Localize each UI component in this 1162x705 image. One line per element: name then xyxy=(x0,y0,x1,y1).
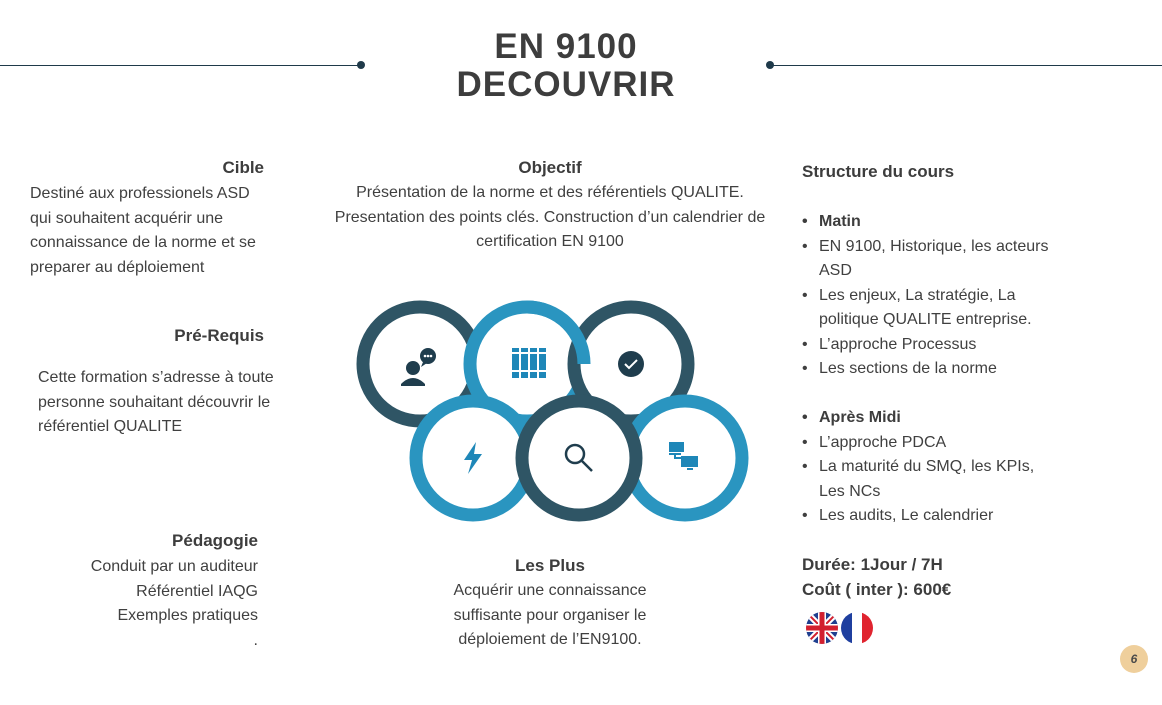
rings-graphic xyxy=(355,300,755,525)
list-item: • Les sections de la norme xyxy=(802,357,1052,382)
uk-flag-icon xyxy=(806,612,838,644)
title-line-1: EN 9100 xyxy=(494,27,638,66)
pedagogie-line: . xyxy=(253,631,258,649)
les-plus-heading: Les Plus xyxy=(515,556,585,575)
pedagogie-line: Conduit par un auditeur xyxy=(90,558,258,575)
pedagogie-lines xyxy=(30,555,258,653)
france-flag-icon xyxy=(841,612,873,644)
list-item: • EN 9100, Historique, les acteurs ASD xyxy=(802,235,1052,284)
list-item: • L’approche Processus xyxy=(802,333,1052,358)
prerequis-text: Cette formation s’adresse à toute personne souhaitant découvrir le référentiel QUALITE xyxy=(38,369,274,435)
check-badge-icon xyxy=(618,351,644,377)
title-line-2: DECOUVRIR xyxy=(456,65,676,104)
objectif-text: Présentation de la norme et des référentiels QUALITE. Presentation des points clés. Construction d’un calendrier de certification EN 9100 xyxy=(334,184,766,250)
header-rule-right-dot xyxy=(766,61,774,69)
structure-matin-list xyxy=(802,210,1052,382)
structure-heading: Structure du cours xyxy=(802,162,955,181)
header-rule-right xyxy=(772,65,1162,66)
pedagogie-heading: Pédagogie xyxy=(172,531,258,550)
header-rule-left xyxy=(0,65,360,66)
structure-apres-midi-list xyxy=(802,406,1052,529)
list-item: • Les enjeux, La stratégie, La politique QUALITE entreprise. xyxy=(802,284,1052,333)
header-rule-left-dot xyxy=(357,61,365,69)
list-item: • Les audits, Le calendrier xyxy=(802,504,1052,529)
cible-text: Destiné aux professionels ASD qui souhaitent acquérir une connaissance de la norme et se preparer au déploiement xyxy=(30,185,256,276)
page-number-badge: 6 xyxy=(1120,645,1148,673)
list-item: • L’approche PDCA xyxy=(802,431,1052,456)
cible-heading: Cible xyxy=(222,158,264,177)
ring-magnifier xyxy=(522,401,636,515)
les-plus-text: Acquérir une connaissance suffisante pour organiser le déploiement de l’EN9100. xyxy=(453,582,647,648)
list-item: • Matin xyxy=(802,210,1052,235)
objectif-heading: Objectif xyxy=(518,158,582,177)
prerequis-heading: Pré-Requis xyxy=(174,326,264,345)
pedagogie-line: Exemples pratiques xyxy=(117,607,258,624)
pedagogie-line: Référentiel IAQG xyxy=(136,582,258,600)
page-title xyxy=(380,28,752,104)
cost-text: Coût ( inter ): 600€ xyxy=(802,580,952,599)
list-item: • La maturité du SMQ, les KPIs, Les NCs xyxy=(802,455,1052,504)
duration-text: Durée: 1Jour / 7H xyxy=(802,555,943,574)
list-item: • Après Midi xyxy=(802,406,1052,431)
